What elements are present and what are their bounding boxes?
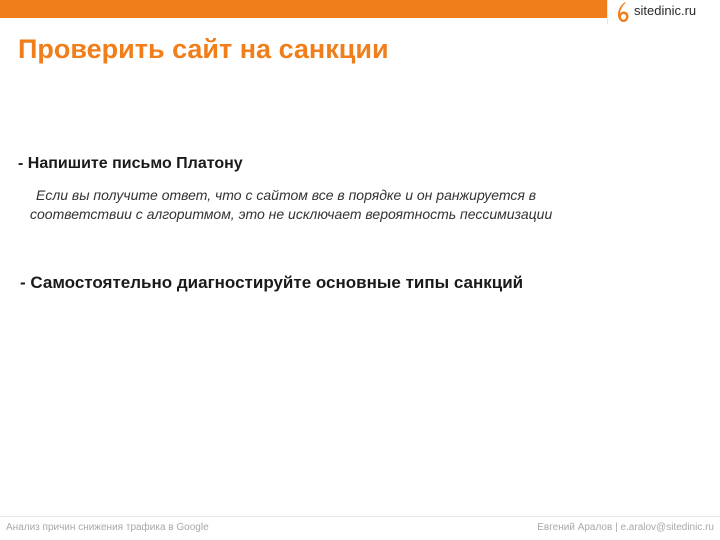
logo [607, 0, 720, 24]
footer-left-text: Анализ причин снижения трафика в Google [6, 522, 209, 533]
slide-title: Проверить сайт на санкции [18, 34, 389, 64]
bullet-diagnose-sanctions: - Самостоятельно диагностируйте основные типы санкций [20, 273, 524, 292]
note-line-2: соответствии с алгоритмом, это не исключает вероятность пессимизации [30, 206, 553, 222]
footer-divider [0, 516, 720, 517]
note-text [30, 186, 670, 224]
note-line-1: Если вы получите ответ, что с сайтом все в порядке и он ранжируется в [36, 187, 537, 203]
logo-text: sitedinic.ru [634, 3, 697, 18]
bullet-write-platon: - Напишите письмо Платону [18, 155, 243, 172]
footer-right-text: Евгений Аралов | e.aralov@sitedinic.ru [537, 522, 714, 533]
logo-icon [616, 1, 630, 23]
